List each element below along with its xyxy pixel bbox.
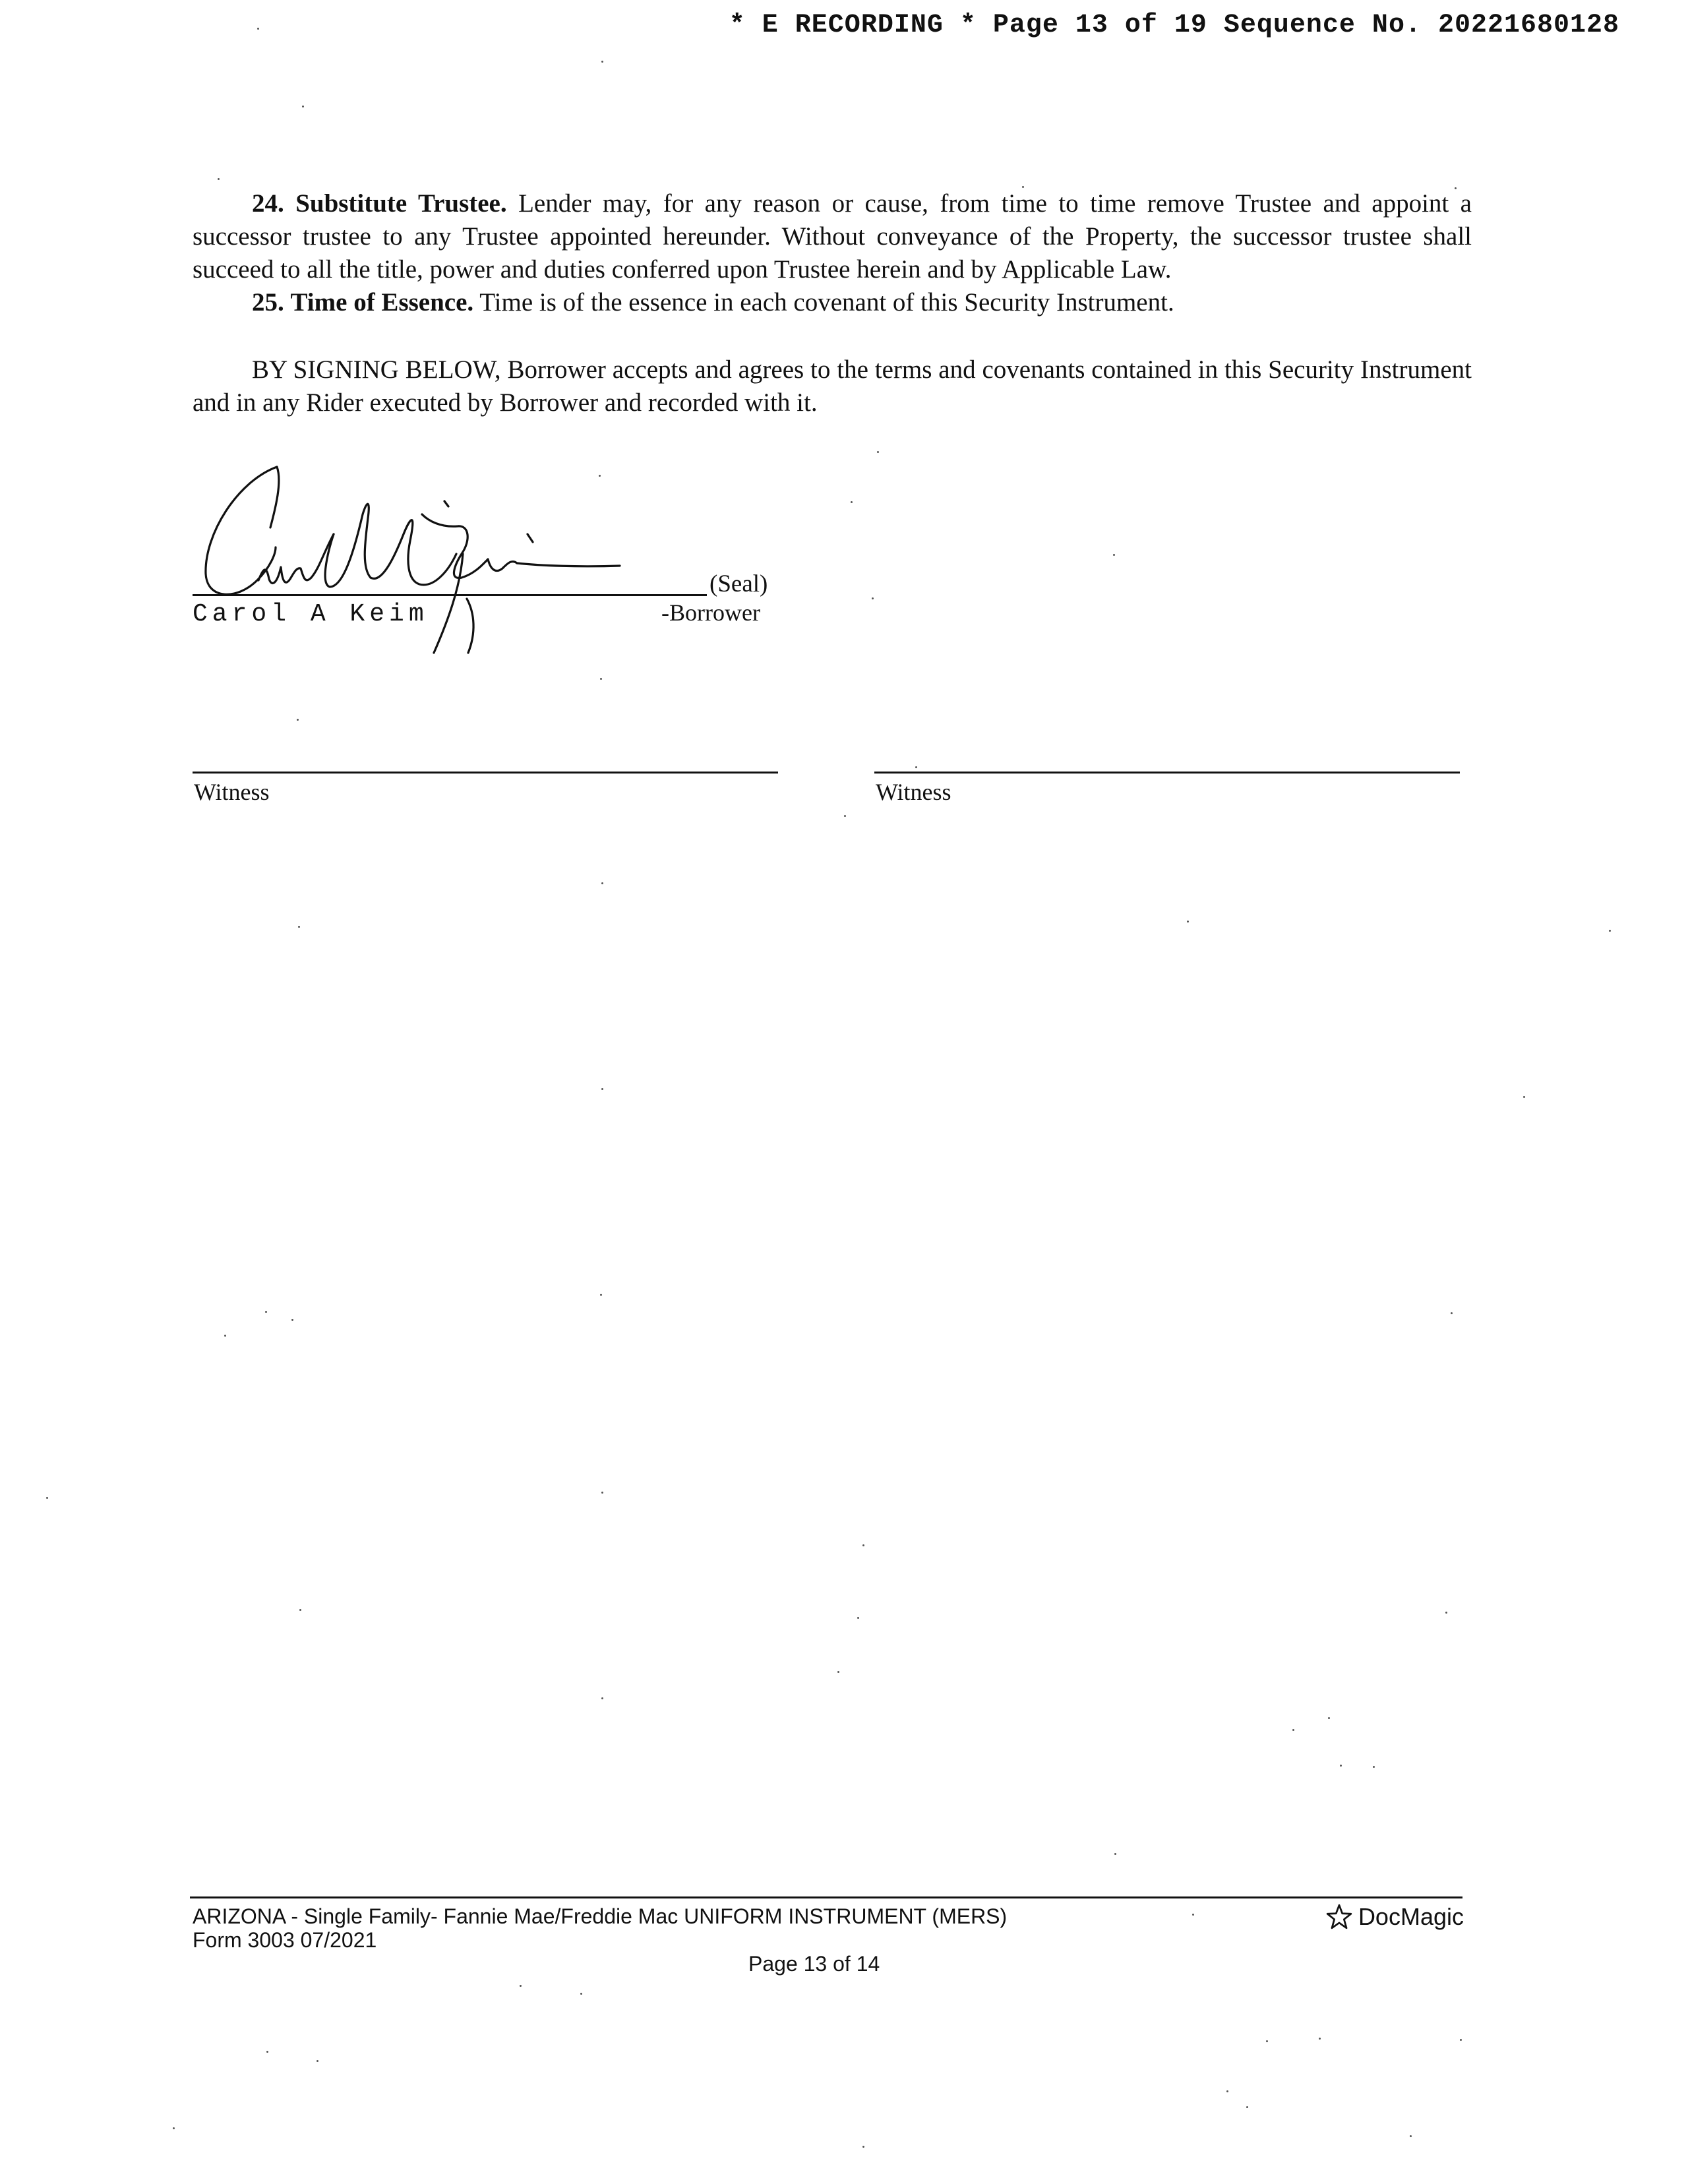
scan-speck xyxy=(862,1544,864,1546)
scan-speck xyxy=(1410,2135,1412,2137)
borrower-name: Carol A Keim xyxy=(193,600,429,628)
scan-speck xyxy=(1373,1766,1375,1768)
section-24-number: 24. xyxy=(252,189,284,218)
scan-speck xyxy=(1192,1914,1194,1916)
footer-form-number: Form 3003 07/2021 xyxy=(193,1928,377,1952)
star-icon xyxy=(1325,1903,1353,1931)
recording-header: * E RECORDING * Page 13 of 19 Sequence No. 20221680128 xyxy=(729,11,1619,40)
scan-speck xyxy=(844,815,846,817)
scan-speck xyxy=(601,882,603,884)
section-24-text: Lender may, for any reason or cause, from time to time remove Trustee and appoint a successor trustee to any Trustee appointed hereunder. Without conveyance of the Property, the successor trustee shall succeed to all the title, power and duties conferred upon Trustee herein and by Applicable Law. xyxy=(193,189,1472,284)
footer-divider xyxy=(190,1896,1462,1898)
scan-speck xyxy=(224,1335,226,1337)
scan-speck xyxy=(1113,554,1115,556)
scan-speck xyxy=(1328,1717,1330,1719)
scan-speck xyxy=(297,719,299,721)
scan-speck xyxy=(857,1617,859,1619)
borrower-role-label: -Borrower xyxy=(661,599,760,626)
footer-form-title: ARIZONA - Single Family- Fannie Mae/Freddie Mac UNIFORM INSTRUMENT (MERS) xyxy=(193,1904,1008,1928)
docmagic-brand xyxy=(1325,1903,1464,1931)
scan-speck xyxy=(46,1497,48,1499)
scan-speck xyxy=(837,1671,839,1673)
scan-speck xyxy=(580,1993,582,1995)
scan-speck xyxy=(599,475,601,477)
signing-statement-block xyxy=(193,353,1472,419)
scan-speck xyxy=(1292,1729,1294,1731)
scan-speck xyxy=(1319,2038,1321,2040)
scan-speck xyxy=(1226,2090,1228,2092)
scan-speck xyxy=(1114,1853,1116,1855)
brand-name: DocMagic xyxy=(1358,1903,1464,1930)
scan-speck xyxy=(302,106,304,107)
witness-label-left: Witness xyxy=(194,779,270,805)
scan-speck xyxy=(1523,1096,1525,1098)
scan-speck xyxy=(601,1697,603,1699)
seal-label: (Seal) xyxy=(709,570,768,597)
scan-speck xyxy=(520,1985,522,1987)
witness-line-right xyxy=(874,772,1460,774)
scan-speck xyxy=(1022,186,1024,188)
section-25 xyxy=(193,286,1472,319)
scan-speck xyxy=(266,2051,268,2053)
scan-speck xyxy=(851,501,853,503)
footer-page-number: Page 13 of 14 xyxy=(748,1952,880,1976)
scan-speck xyxy=(173,2127,175,2129)
scan-speck xyxy=(601,1088,603,1090)
section-25-text: Time is of the essence in each covenant of this Security Instrument. xyxy=(479,288,1174,317)
section-25-title: Time of Essence. xyxy=(290,288,474,317)
scan-speck xyxy=(862,2146,864,2148)
scan-speck xyxy=(1455,187,1457,189)
scan-speck xyxy=(600,678,602,680)
scan-speck xyxy=(1246,2106,1248,2108)
scan-speck xyxy=(218,178,220,180)
borrower-signature xyxy=(198,455,673,666)
scan-speck xyxy=(1460,2039,1462,2041)
scan-speck xyxy=(316,2060,318,2062)
scan-speck xyxy=(601,61,603,63)
witness-label-right: Witness xyxy=(876,779,951,805)
scan-speck xyxy=(1187,921,1189,923)
signature-line xyxy=(193,594,707,596)
scan-speck xyxy=(265,1311,267,1313)
scan-speck xyxy=(877,451,879,453)
section-25-number: 25. xyxy=(252,288,284,317)
scan-speck xyxy=(601,1492,603,1494)
section-24-title: Substitute Trustee. xyxy=(295,189,507,218)
scan-speck xyxy=(291,1319,293,1321)
scan-speck xyxy=(1340,1765,1342,1767)
signing-statement: BY SIGNING BELOW, Borrower accepts and agrees to the terms and covenants contained in this Security Instrument and in any Rider executed by Borrower and recorded with it. xyxy=(193,355,1472,417)
scan-speck xyxy=(1451,1312,1453,1314)
scan-speck xyxy=(298,926,300,928)
scan-speck xyxy=(872,597,874,599)
section-24 xyxy=(193,187,1472,286)
witness-line-left xyxy=(193,772,778,774)
scan-speck xyxy=(1445,1612,1447,1614)
scan-speck xyxy=(600,1294,602,1296)
scan-speck xyxy=(257,28,259,30)
scan-speck xyxy=(1609,930,1611,932)
scan-speck xyxy=(915,766,917,768)
scan-speck xyxy=(1266,2040,1268,2042)
scan-speck xyxy=(299,1609,301,1611)
